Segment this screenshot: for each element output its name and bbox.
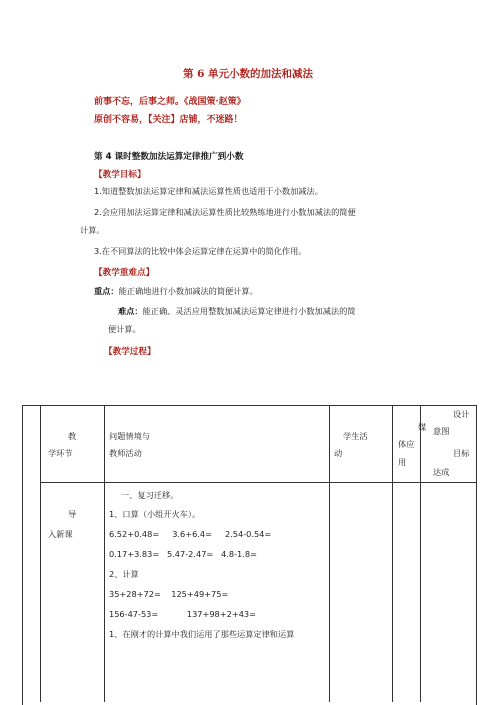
goal-line-1: 1.知道整数加法运算定律和减法运算性质也适用于小数加减法。 [94, 186, 323, 196]
header-student-1: 学生活 [343, 431, 368, 441]
difficulty-label: 难点： [118, 306, 143, 316]
row1-line-1: 一、复习迁移。 [121, 490, 179, 500]
header-design-4: 达成 [433, 467, 450, 477]
difficulty-line-cont: 便计算。 [108, 324, 141, 334]
key-point-text: 能正确地进行小数加减法的简便计算。 [118, 286, 258, 296]
row1-stage-2: 入新课 [48, 529, 73, 539]
key-point-line [94, 286, 258, 297]
row1-line-5: 2、计算 [109, 569, 139, 579]
row1-line-7: 156-47-53= 137+98+2+43= [109, 609, 256, 619]
section-process-heading: 【教学过程】 [104, 347, 156, 357]
promo-line: 原创不容易，【关注】店铺，不迷路！ [94, 115, 243, 125]
row1-stage-1: 导 [68, 509, 77, 519]
document-title: 第 6 单元小数的加法和减法 [182, 68, 314, 80]
header-situation-1: 问题情境与 [109, 431, 150, 441]
header-stage-2: 学环节 [48, 448, 73, 458]
row1-line-8: 1、在刚才的计算中我们运用了那些运算定律和运算 [109, 629, 295, 639]
header-design-1: 设计 [453, 409, 470, 419]
section-key-heading: 【教学重难点】 [94, 268, 155, 278]
goal-line-2: 2.会应用加法运算定律和减法运算性质比较熟练地进行小数加减法的简便 [94, 207, 356, 217]
quote-line: 前事不忘，后事之师。《战国策·赵策》 [94, 97, 246, 107]
difficulty-line [118, 306, 355, 317]
section-goals-heading: 【教学目标】 [94, 170, 146, 180]
goal-line-3: 3.在不同算法的比较中体会运算定律在运算中的简化作用。 [94, 246, 307, 256]
header-design-2: 意图 [433, 426, 450, 436]
row1-line-2: 1、口算（小组开火车）。 [109, 509, 201, 519]
lesson-title: 第 4 课时整数加法运算定律推广到小数 [94, 152, 244, 162]
row1-line-4: 0.17+3.83= 5.47-2.47= 4.8-1.8= [109, 549, 257, 559]
header-student-2: 动 [334, 448, 343, 458]
row1-line-6: 35+28+72= 125+49+75= [109, 589, 229, 599]
header-stage-1: 教 [68, 431, 77, 441]
difficulty-text: 能正确、灵活应用整数加减法运算定律进行小数加减法的简 [142, 306, 356, 316]
table-grid [420, 405, 421, 702]
header-media-2: 体应 [398, 439, 415, 449]
header-media-1: 媒 [418, 422, 427, 432]
header-situation-2: 教师活动 [109, 448, 142, 458]
table-grid [40, 482, 477, 483]
header-media-3: 用 [398, 457, 407, 467]
table-grid [329, 405, 330, 702]
table-grid [40, 405, 41, 702]
row1-line-3: 6.52+0.48= 3.6+6.4= 2.54-0.54= [109, 529, 272, 539]
table-grid [392, 405, 393, 702]
goal-line-2-cont: 计算。 [80, 225, 105, 235]
header-design-3: 目标 [453, 448, 470, 458]
key-point-label: 重点： [94, 286, 119, 296]
table-grid [104, 405, 105, 702]
